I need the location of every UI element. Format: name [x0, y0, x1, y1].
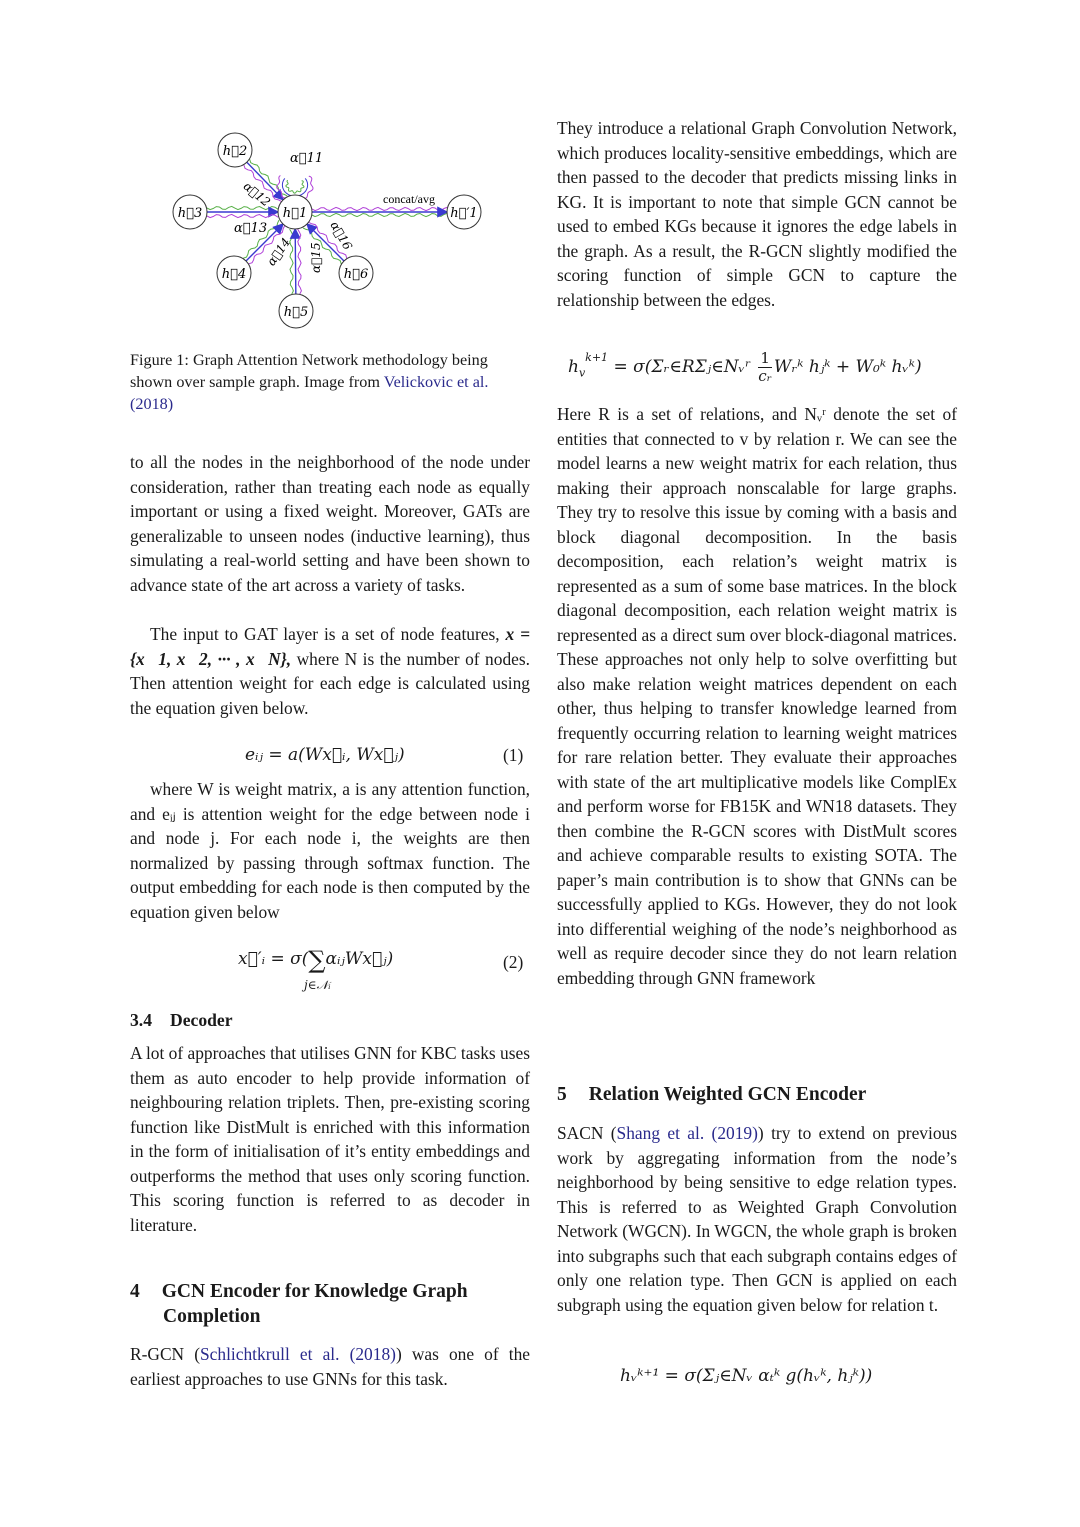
edge-label-a13: α⃗13 — [234, 221, 268, 236]
graph-node-h2 — [218, 133, 252, 167]
equation-1: eᵢⱼ = a(Wx⃗ᵢ, Wx⃗ⱼ) — [245, 745, 405, 765]
right-paragraph-2: Here R is a set of relations, and Nᵥʳ denote the set of entities that connected to v by relation r. We can see the model learns a new weight matrix for each relation, thus making their approach nonscalable for large graphs. They try to resolve this issue by coming with a basis and block diagonal decomposition. In the basis decomposition, each relation’s weight matrix is represented as a sum of some base matrices. In the block diagonal decomposition, each relation weight matrix is represented as a direct sum over block-diagonal matrices. These approaches not only help to solve overfitting but also make relation weight matrices dependent on each other, thus helping to transfer knowledge learned from frequently occurring relation to learning weight matrices for rare relation better. They evaluate their approaches with state of the art multiplicative models like ComplEx and perform worse for FB15K and WN18 datasets. They then combine the R-GCN scores with DistMult scores and achieve comparable results to existing SOTA. The paper’s main contribution is to show that GNNs can be successfully applied to KGs. However, they do not look into differential weighing of the node’s neighborhood as well as require decoder since they do not learn relation embedding through GNN framework — [557, 404, 957, 988]
graph-node-h1 — [278, 195, 312, 229]
citation-link[interactable]: Schlichtkrull et al. (2018) — [200, 1344, 396, 1364]
node-label: h⃗2 — [222, 144, 248, 159]
edge-blue-h5 — [295, 229, 296, 294]
gat-figure — [170, 125, 500, 335]
edge-out-green — [312, 213, 447, 216]
edge-purple-h5 — [298, 229, 302, 294]
node-label: h⃗6 — [343, 267, 369, 282]
output-label: concat/avg — [383, 192, 435, 206]
equation-3: $h_v^{k+1}$ = σ(Σᵣ∈RΣⱼ∈Nᵥʳ $\frac{1}{\text{cᵣ}}$ Wᵣᵏ hⱼᵏ + W₀ᵏ hᵥᵏ) — [568, 349, 922, 385]
right-paragraph-1: They introduce a relational Graph Convolution Network, which produces locality-sensitive embeddings, which are then passed to the decoder that predicts missing links in KG. It is important to note that simple GCN cannot be used to embed KGs because it ignores the edge labels in the graph. As a result, the R-GCN slightly modified the scoring function of simple GCN to capture the relationship between the edges. — [557, 118, 957, 310]
graph-node-h4 — [217, 256, 251, 290]
equation-2-subscript: j∈𝒩ᵢ — [304, 978, 331, 992]
left-paragraph-2: The input to GAT layer is a set of node features, x = {x⃗1, x⃗2, ··· , x⃗N}, where N is the number of nodes. Then attention weight for each edge is calculated using the equation given below. — [130, 624, 530, 718]
edge-green-h3 — [207, 206, 278, 209]
graph-node-h3 — [173, 195, 207, 229]
left-paragraph-5: R-GCN (Schlichtkrull et al. (2018)) was one of the earliest approaches to use GNNs for this task. — [130, 1344, 530, 1389]
figure-caption: Figure 1: Graph Attention Network methodology being shown over sample graph. Image from Velickovic et al. (2018) — [130, 351, 489, 413]
self-loop-green — [286, 180, 304, 193]
edge-label-a15: α⃗15 — [309, 242, 323, 273]
equation-1-number: (1) — [503, 745, 524, 765]
equation-2-number: (2) — [503, 952, 524, 972]
equation-2: x⃗′ᵢ = σ(∑αᵢⱼWx⃗ⱼ) j∈𝒩ᵢ — [238, 946, 394, 992]
edge-label-a16: α⃗16 — [327, 218, 355, 253]
equation-4: hᵥᵏ⁺¹ = σ(Σⱼ∈Nᵥ αₜᵏ g(hᵥᵏ, hⱼᵏ)) — [620, 1366, 873, 1386]
node-label: h⃗3 — [177, 206, 203, 221]
section-5-heading: 5 Relation Weighted GCN Encoder — [557, 1084, 867, 1105]
left-paragraph-3: where W is weight matrix, a is any attention function, and eᵢⱼ is attention weight for the edge between node i and node j. For each node i, the weights are then normalized by passing through softmax function. The output embedding for each node is then computed by the equation given below — [130, 779, 530, 922]
left-paragraph-4: A lot of approaches that utilises GNN for KBC tasks uses them as auto encoder to help provide information of neighbouring relation triplets. Then, pre-existing scoring function like DistMult is enriched with this information in the form of initialisation of it’s entity embeddings and outperforms the method that uses only scoring function. This scoring function is referred to as decoder in literature. — [130, 1043, 530, 1235]
section-3-4-heading: 3.4 Decoder — [130, 1010, 233, 1030]
citation-link[interactable]: Velickovic et al. — [383, 373, 489, 391]
edge-label-a12: α⃗12 — [240, 178, 274, 210]
graph-node-h5 — [279, 294, 313, 328]
section-4-heading: 4 GCN Encoder for Knowledge Graph Completion — [130, 1281, 468, 1327]
graph-node-h1p — [447, 195, 481, 229]
graph-node-h6 — [339, 256, 373, 290]
citation-link[interactable]: Shang et al. (2019) — [616, 1123, 758, 1143]
right-paragraph-3: SACN (Shang et al. (2019)) try to extend on previous work by aggregating information from the node’s neighborhood by being sensitive to edge relation types. This is referred to as Weighted Graph Convolution Network (WGCN). In WGCN, the whole graph is broken into subgraphs such that each subgraph contains edges of only one relation type. Then GCN is applied on each subgraph using the equation given below for relation t. — [557, 1123, 957, 1315]
edge-green-h5 — [290, 229, 294, 294]
edge-label-a11: α⃗11 — [290, 151, 324, 166]
left-paragraph-1: to all the nodes in the neighborhood of the node under consideration, rather than treating each node as equally important or using a fixed weight. Moreover, GATs are generalizable to unseen nodes (inductive learning), thus simulating a real-world setting and have been shown to advance state of the art across a variety of tasks. — [130, 452, 530, 595]
edge-out-purple — [312, 207, 447, 210]
edge-label-a14: α⃗14 — [264, 235, 294, 269]
node-label: h⃗1 — [282, 206, 308, 221]
edge-purple-h3 — [207, 214, 278, 217]
citation-year-link[interactable]: (2018) — [130, 395, 174, 413]
node-label: h⃗′1 — [450, 206, 478, 221]
node-label: h⃗4 — [221, 267, 247, 282]
node-label: h⃗5 — [283, 305, 309, 320]
